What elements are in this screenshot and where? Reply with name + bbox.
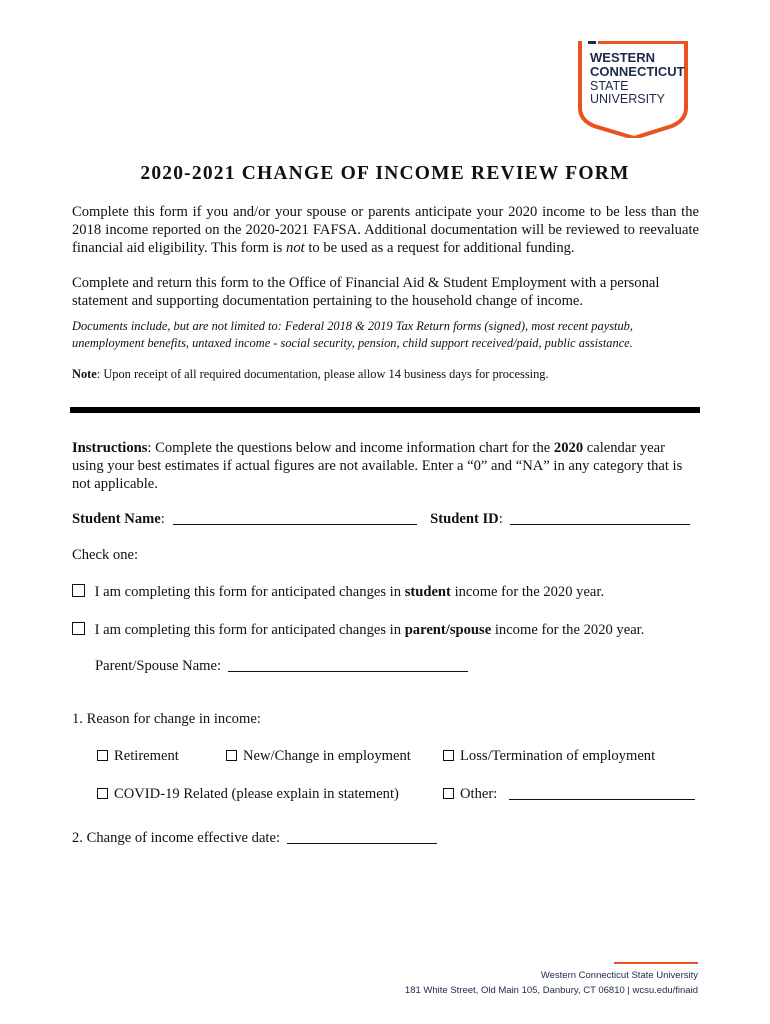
check-one-label: Check one:	[72, 547, 139, 563]
student-id-field[interactable]	[510, 510, 690, 525]
student-info-row: Student Name: Student ID:	[72, 510, 690, 528]
option-student-income: I am completing this form for anticipated changes in student income for the 2020 year.	[72, 583, 604, 601]
reason-new-employment[interactable]: New/Change in employment	[226, 747, 411, 765]
other-reason-field[interactable]	[509, 785, 695, 800]
parent-name-field[interactable]	[228, 657, 468, 672]
university-logo	[578, 38, 698, 138]
reason-covid[interactable]: COVID-19 Related (please explain in statement)	[97, 785, 399, 803]
logo-line-western: WESTERN	[590, 50, 655, 65]
student-name-field[interactable]	[173, 510, 417, 525]
footer-university: Western Connecticut State University	[540, 970, 698, 981]
logo-line-university: UNIVERSITY	[590, 92, 666, 106]
covid-checkbox[interactable]	[97, 788, 108, 799]
reason-other[interactable]: Other:	[443, 785, 695, 803]
option-parent-income: I am completing this form for anticipated changes in parent/spouse income for the 2020 year.	[72, 621, 644, 639]
effective-date-field[interactable]	[287, 829, 437, 844]
section-divider	[70, 407, 700, 413]
instructions: Instructions: Complete the questions below and income information chart for the 2020 calendar year using your best estimates if actual figures are not available. Enter a “0” and “NA” in any category that is not applicable.	[72, 440, 683, 492]
question-2-row: 2. Change of income effective date:	[72, 829, 437, 847]
loss-employment-checkbox[interactable]	[443, 750, 454, 761]
processing-note: Note: Upon receipt of all required documentation, please allow 14 business days for processing.	[72, 367, 549, 381]
reason-retirement[interactable]: Retirement	[97, 747, 179, 765]
parent-income-checkbox[interactable]	[72, 622, 85, 635]
page-title: 2020-2021 CHANGE OF INCOME REVIEW FORM	[140, 163, 630, 184]
documents-note: Documents include, but are not limited to: Federal 2018 & 2019 Tax Return forms (signed), most recent paystub, unemployment benefits, untaxed income - social security, pension, child support received/paid, public assistance.	[72, 319, 633, 350]
intro-paragraph: Complete this form if you and/or your spouse or parents anticipate your 2020 income to be less than the 2018 income reported on the 2020-2021 FAFSA. Additional documentation will be reviewed to reevaluate financial aid eligibility. This form is not to be used as a request for additional funding.	[72, 204, 699, 256]
footer-accent-line	[614, 962, 698, 964]
logo-line-state: STATE	[590, 79, 629, 93]
new-employment-checkbox[interactable]	[226, 750, 237, 761]
reason-loss-employment[interactable]: Loss/Termination of employment	[443, 747, 655, 765]
question-1-label: 1. Reason for change in income:	[72, 711, 261, 727]
other-checkbox[interactable]	[443, 788, 454, 799]
student-income-checkbox[interactable]	[72, 584, 85, 597]
parent-name-row: Parent/Spouse Name:	[95, 657, 468, 675]
return-instructions: Complete and return this form to the Office of Financial Aid & Student Employment with a personal statement and supporting documentation pertaining to the household change of income.	[72, 275, 660, 309]
retirement-checkbox[interactable]	[97, 750, 108, 761]
footer-address: 181 White Street, Old Main 105, Danbury, CT 06810 | wcsu.edu/finaid	[404, 985, 698, 996]
logo-line-connecticut: CONNECTICUT	[590, 64, 685, 79]
